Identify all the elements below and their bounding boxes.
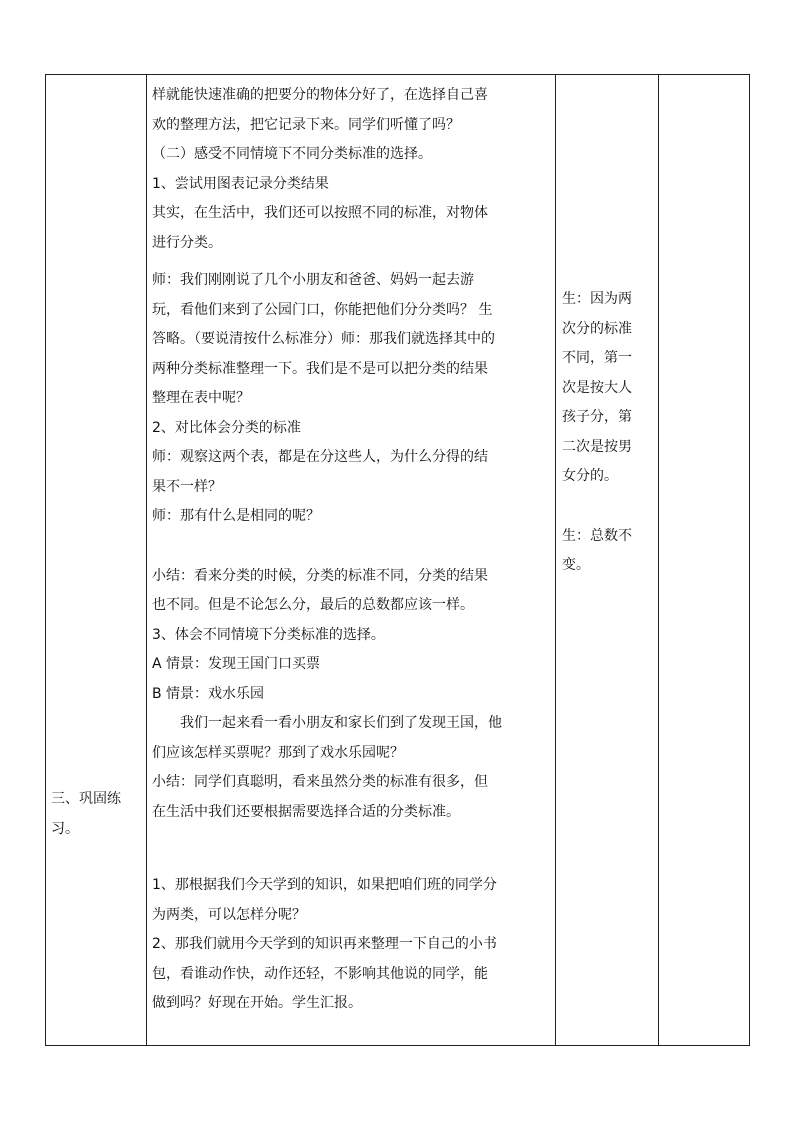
text-line: 二次是按男 bbox=[562, 438, 632, 455]
text-line: 次分的标准 bbox=[562, 320, 632, 337]
text-line: B 情景：戏水乐园 bbox=[152, 685, 265, 702]
text-line: 欢的整理方法，把它记录下来。同学们听懂了吗？ bbox=[152, 116, 460, 133]
text-line: 答略。（要说清按什么标准分）师：那我们就选择其中的 bbox=[152, 331, 495, 347]
text-line: 果不一样？ bbox=[152, 478, 222, 495]
section-label-line: 三、巩固练 bbox=[51, 791, 121, 807]
text-line: 变。 bbox=[562, 557, 590, 573]
text-line: 不同，第一 bbox=[562, 350, 632, 366]
text-line: 孩子分，第 bbox=[562, 409, 632, 425]
text-line: （二）感受不同情境下不同分类标准的选择。 bbox=[152, 146, 432, 162]
text-line: 为两类，可以怎样分呢？ bbox=[152, 906, 306, 923]
column-divider bbox=[658, 75, 659, 1045]
text-line: 小结：同学们真聪明，看来虽然分类的标准有很多，但 bbox=[152, 774, 488, 790]
text-line: 小结：看来分类的时候，分类的标准不同，分类的结果 bbox=[152, 567, 488, 584]
column-divider bbox=[146, 75, 147, 1045]
student-activity-cell bbox=[562, 285, 654, 581]
text-line: 进行分类。 bbox=[152, 234, 222, 251]
text-line: 师：那有什么是相同的呢？ bbox=[152, 508, 320, 524]
text-line: 其实，在生活中，我们还可以按照不同的标准，对物体 bbox=[152, 205, 488, 221]
text-line: 女分的。 bbox=[562, 468, 618, 484]
text-line: 样就能快速准确的把要分的物体分好了，在选择自己喜 bbox=[152, 87, 488, 103]
text-line: 我们一起来看一看小朋友和家长们到了发现王国，他 bbox=[180, 715, 502, 731]
text-line: 次是按大人 bbox=[562, 379, 632, 396]
text-line: 师：观察这两个表，都是在分这些人，为什么分得的结 bbox=[152, 449, 488, 465]
lesson-plan-table bbox=[45, 74, 750, 1046]
text-line: 包，看谁动作快，动作还轻，不影响其他说的同学，能 bbox=[152, 965, 488, 982]
text-line: 玩，看他们来到了公园门口，你能把他们分分类吗？ 生 bbox=[152, 301, 493, 318]
text-line: 师：我们刚刚说了几个小朋友和爸爸、妈妈一起去游 bbox=[152, 272, 474, 288]
teacher-activity-cell bbox=[152, 81, 556, 1019]
text-line: 两种分类标准整理一下。我们是不是可以把分类的结果 bbox=[152, 360, 488, 377]
text-line: 2、对比体会分类的标准 bbox=[152, 419, 301, 436]
text-line: 整理在表中呢？ bbox=[152, 390, 250, 406]
text-line: 生：因为两 bbox=[562, 291, 632, 307]
text-line: 在生活中我们还要根据需要选择合适的分类标准。 bbox=[152, 803, 460, 820]
text-line: 也不同。但是不论怎么分，最后的总数都应该一样。 bbox=[152, 597, 474, 613]
section-label-line: 习。 bbox=[51, 820, 79, 837]
text-line: 3、体会不同情境下分类标准的选择。 bbox=[152, 626, 385, 643]
section-label-cell bbox=[51, 785, 141, 844]
text-line: 做到吗？好现在开始。学生汇报。 bbox=[152, 995, 362, 1011]
text-line: 2、那我们就用今天学到的知识再来整理一下自己的小书 bbox=[152, 936, 497, 952]
text-line: 1、尝试用图表记录分类结果 bbox=[152, 175, 329, 192]
text-line: A 情景：发现王国门口买票 bbox=[152, 656, 321, 672]
text-line: 生：总数不 bbox=[562, 527, 632, 544]
text-line: 1、那根据我们今天学到的知识，如果把咱们班的同学分 bbox=[152, 877, 497, 893]
text-line: 们应该怎样买票呢？那到了戏水乐园呢？ bbox=[152, 744, 404, 761]
